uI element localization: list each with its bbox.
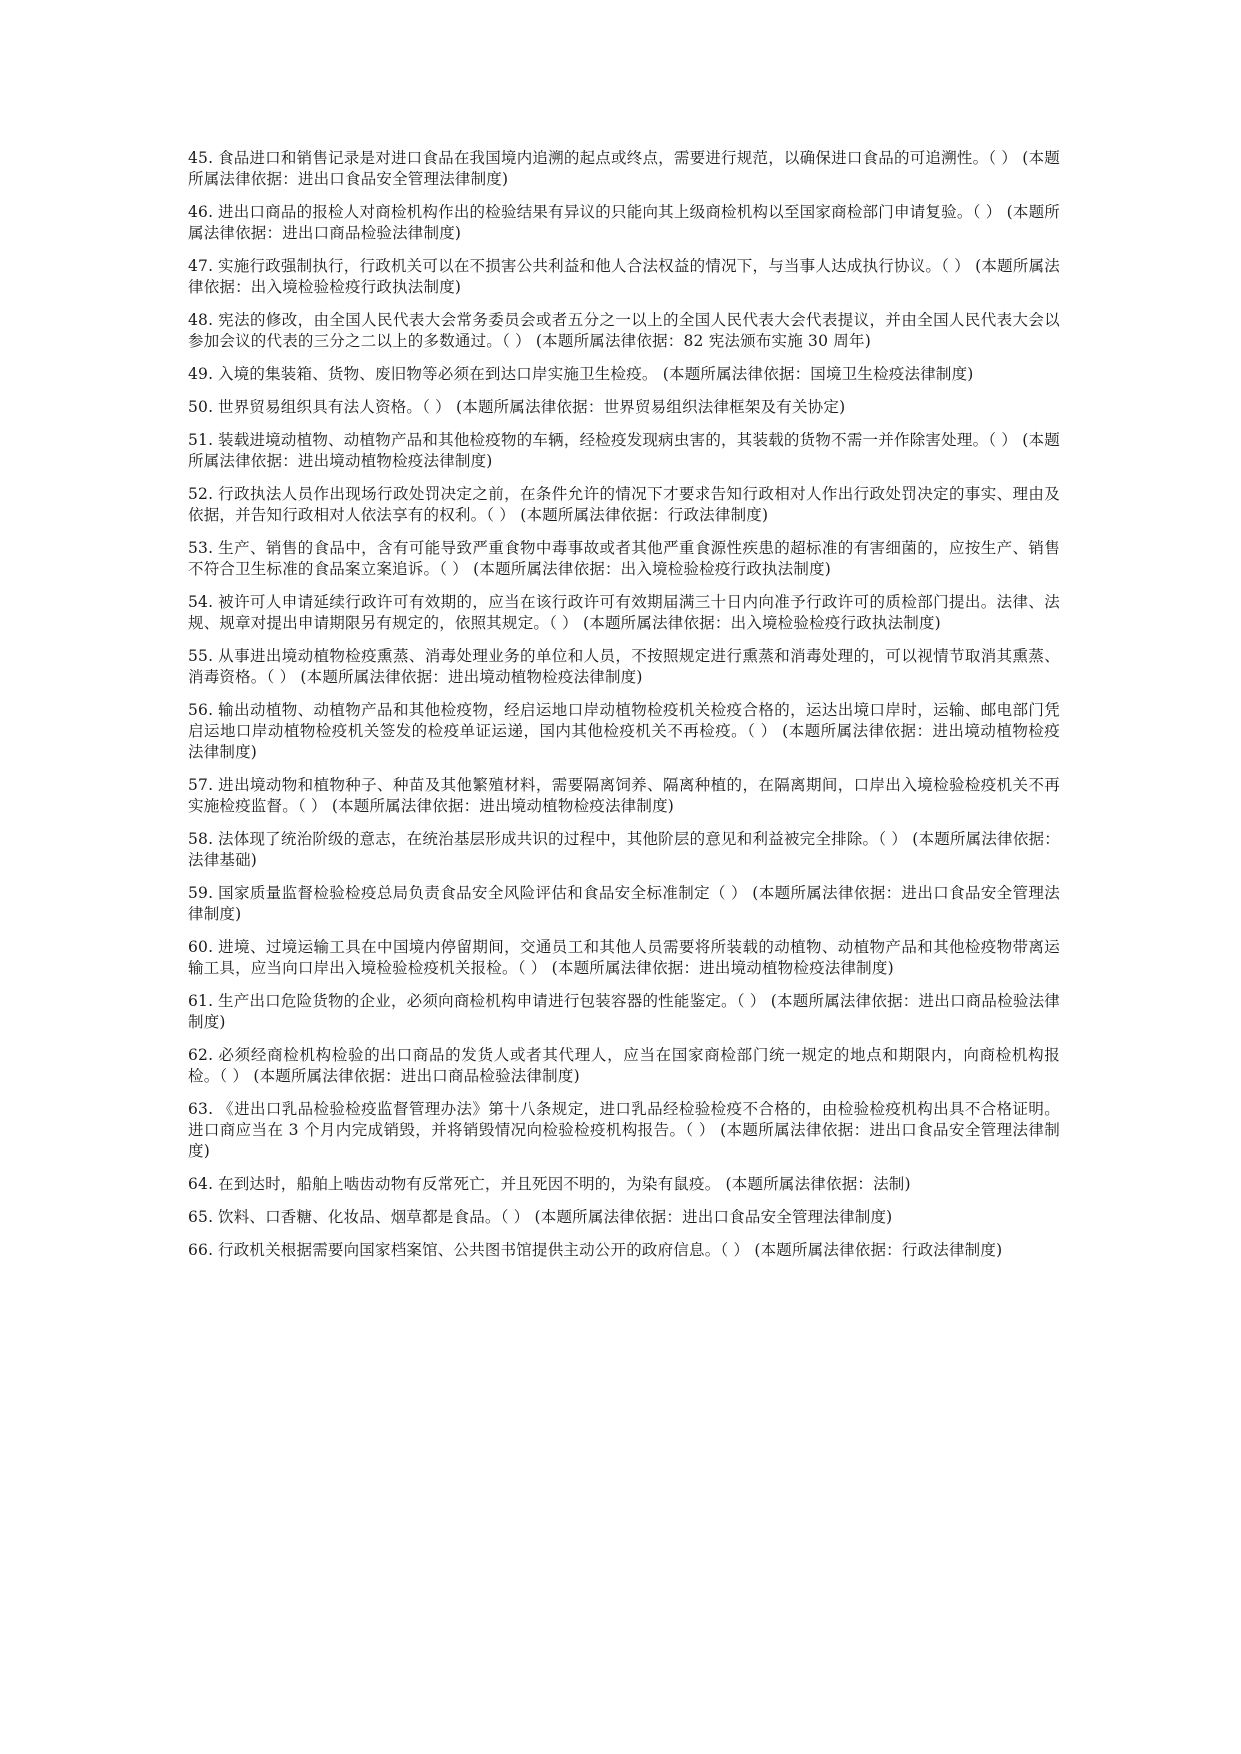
legal-basis: (本题所属法律依据：出入境检验检疫行政执法制度) [583, 614, 941, 632]
question-item-55 [188, 646, 1060, 688]
legal-basis: (本题所属法律依据：出入境检验检疫行政执法制度) [473, 560, 832, 578]
question-number: 62. [188, 1046, 214, 1064]
question-text: 实施行政强制执行，行政机关可以在不损害公共利益和他人合法权益的情况下，与当事人达成执行协议。（ ） [218, 257, 970, 275]
question-item-47 [188, 256, 1060, 298]
question-number: 60. [188, 938, 214, 956]
question-item-58 [188, 829, 1060, 871]
question-number: 54. [188, 593, 214, 611]
legal-basis: (本题所属法律依据：行政法律制度) [754, 1241, 1003, 1259]
question-item-57 [188, 775, 1060, 817]
question-item-65 [188, 1207, 1060, 1228]
question-list [188, 148, 1060, 1708]
legal-basis: (本题所属法律依据：世界贸易组织法律框架及有关协定) [456, 398, 846, 416]
question-number: 49. [188, 365, 214, 383]
question-text: 《进出口乳品检验检疫监督管理办法》第十八条规定，进口乳品经检验检疫不合格的，由检验检疫机构出具不合格证明。进口商应当在 3 个月内完成销毁，并将销毁情况向检验检疫机构报告。（ ） [188, 1100, 1060, 1139]
question-item-61 [188, 991, 1060, 1033]
legal-basis: (本题所属法律依据：进出境动植物检疫法律制度) [188, 722, 1060, 761]
question-item-49 [188, 364, 1060, 385]
question-text: 国家质量监督检验检疫总局负责食品安全风险评估和食品安全标准制定（ ） [218, 884, 747, 902]
question-number: 65. [188, 1208, 214, 1226]
question-text: 从事进出境动植物检疫熏蒸、消毒处理业务的单位和人员，不按照规定进行熏蒸和消毒处理的，可以视情节取消其熏蒸、消毒资格。（ ） [188, 647, 1060, 686]
question-text: 装载进境动植物、动植物产品和其他检疫物的车辆，经检疫发现病虫害的，其装载的货物不需一并作除害处理。（ ） [218, 431, 1018, 449]
question-text: 进境、过境运输工具在中国境内停留期间，交通员工和其他人员需要将所装载的动植物、动植物产品和其他检疫物带离运输工具，应当向口岸出入境检验检疫机关报检。（ ） [188, 938, 1060, 977]
question-text: 饮料、口香糖、化妆品、烟草都是食品。（ ） [218, 1208, 530, 1226]
question-number: 55. [188, 647, 214, 665]
question-text: 入境的集装箱、货物、废旧物等必须在到达口岸实施卫生检疫。 [218, 365, 658, 383]
question-text: 食品进口和销售记录是对进口食品在我国境内追溯的起点或终点，需要进行规范，以确保进口食品的可追溯性。（ ） [218, 149, 1018, 167]
legal-basis: (本题所属法律依据：进出境动植物检疫法律制度) [300, 668, 643, 686]
question-text: 被许可人申请延续行政许可有效期的，应当在该行政许可有效期届满三十日内向准予行政许可的质检部门提出。法律、法规、规章对提出申请期限另有规定的，依照其规定。（ ） [188, 593, 1060, 632]
legal-basis: (本题所属法律依据：进出口食品安全管理法律制度) [188, 1121, 1060, 1160]
question-text: 宪法的修改，由全国人民代表大会常务委员会或者五分之一以上的全国人民代表大会代表提议，并由全国人民代表大会以参加会议的代表的三分之二以上的多数通过。（ ） [188, 311, 1060, 350]
question-text: 在到达时，船舶上啮齿动物有反常死亡，并且死因不明的，为染有鼠疫。 [218, 1175, 721, 1193]
question-item-53 [188, 538, 1060, 580]
legal-basis: (本题所属法律依据：行政法律制度) [520, 506, 769, 524]
question-number: 46. [188, 203, 214, 221]
question-item-48 [188, 310, 1060, 352]
question-number: 64. [188, 1175, 214, 1193]
question-item-54 [188, 592, 1060, 634]
question-item-62 [188, 1045, 1060, 1087]
question-item-52 [188, 484, 1060, 526]
legal-basis: (本题所属法律依据：法律基础) [188, 830, 1060, 869]
legal-basis: (本题所属法律依据：进出口食品安全管理法律制度) [534, 1208, 893, 1226]
question-number: 56. [188, 701, 214, 719]
legal-basis: (本题所属法律依据：法制) [725, 1175, 911, 1193]
legal-basis: (本题所属法律依据：进出口商品检验法律制度) [188, 992, 1060, 1031]
question-number: 48. [188, 311, 214, 329]
legal-basis: (本题所属法律依据：进出口食品安全管理法律制度) [188, 149, 1060, 188]
question-number: 47. [188, 257, 214, 275]
question-item-50 [188, 397, 1060, 418]
legal-basis: (本题所属法律依据：82 宪法颁布实施 30 周年) [535, 332, 871, 350]
legal-basis: (本题所属法律依据：进出口商品检验法律制度) [253, 1067, 580, 1085]
question-item-66 [188, 1240, 1060, 1261]
question-number: 66. [188, 1241, 214, 1259]
question-number: 52. [188, 485, 214, 503]
question-text: 进出境动物和植物种子、种苗及其他繁殖材料，需要隔离饲养、隔离种植的，在隔离期间，口岸出入境检验检疫机关不再实施检疫监督。（ ） [188, 776, 1060, 815]
question-item-56 [188, 700, 1060, 763]
question-number: 57. [188, 776, 214, 794]
question-text: 世界贸易组织具有法人资格。（ ） [218, 398, 451, 416]
legal-basis: (本题所属法律依据：进出境动植物检疫法律制度) [331, 797, 675, 815]
question-item-64 [188, 1174, 1060, 1195]
legal-basis: (本题所属法律依据：国境卫生检疫法律制度) [662, 365, 974, 383]
legal-basis: (本题所属法律依据：进出口食品安全管理法律制度) [188, 884, 1060, 923]
question-item-46 [188, 202, 1060, 244]
question-text: 输出动植物、动植物产品和其他检疫物，经启运地口岸动植物检疫机关检疫合格的，运达出境口岸时，运输、邮电部门凭启运地口岸动植物检疫机关签发的检疫单证运递，国内其他检疫机关不再检疫。（ ） [188, 701, 1060, 740]
question-text: 法体现了统治阶级的意志，在统治基层形成共识的过程中，其他阶层的意见和利益被完全排除。（ ） [218, 830, 908, 848]
question-text: 行政机关根据需要向国家档案馆、公共图书馆提供主动公开的政府信息。（ ） [218, 1241, 750, 1259]
question-item-59 [188, 883, 1060, 925]
question-item-60 [188, 937, 1060, 979]
question-text: 生产出口危险货物的企业，必须向商检机构申请进行包装容器的性能鉴定。（ ） [218, 992, 766, 1010]
question-number: 45. [188, 149, 214, 167]
legal-basis: (本题所属法律依据：进出境动植物检疫法律制度) [188, 431, 1060, 470]
question-number: 50. [188, 398, 214, 416]
question-number: 53. [188, 539, 214, 557]
question-number: 58. [188, 830, 214, 848]
question-text: 进出口商品的报检人对商检机构作出的检验结果有异议的只能向其上级商检机构以至国家商检部门申请复验。（ ） [218, 203, 1002, 221]
question-number: 61. [188, 992, 214, 1010]
question-text: 行政执法人员作出现场行政处罚决定之前，在条件允许的情况下才要求告知行政相对人作出行政处罚决定的事实、理由及依据，并告知行政相对人依法享有的权利。（ ） [188, 485, 1060, 524]
question-number: 59. [188, 884, 214, 902]
question-text: 必须经商检机构检验的出口商品的发货人或者其代理人，应当在国家商检部门统一规定的地点和期限内，向商检机构报检。（ ） [188, 1046, 1060, 1085]
question-number: 63. [188, 1100, 214, 1118]
question-text: 生产、销售的食品中，含有可能导致严重食物中毒事故或者其他严重食源性疾患的超标准的有害细菌的，应按生产、销售不符合卫生标准的食品案立案追诉。（ ） [188, 539, 1060, 578]
question-item-45 [188, 148, 1060, 190]
legal-basis: (本题所属法律依据：进出口商品检验法律制度) [188, 203, 1060, 242]
question-number: 51. [188, 431, 214, 449]
question-item-63 [188, 1099, 1060, 1162]
question-item-51 [188, 430, 1060, 472]
legal-basis: (本题所属法律依据：出入境检验检疫行政执法制度) [188, 257, 1060, 296]
legal-basis: (本题所属法律依据：进出境动植物检疫法律制度) [551, 959, 894, 977]
